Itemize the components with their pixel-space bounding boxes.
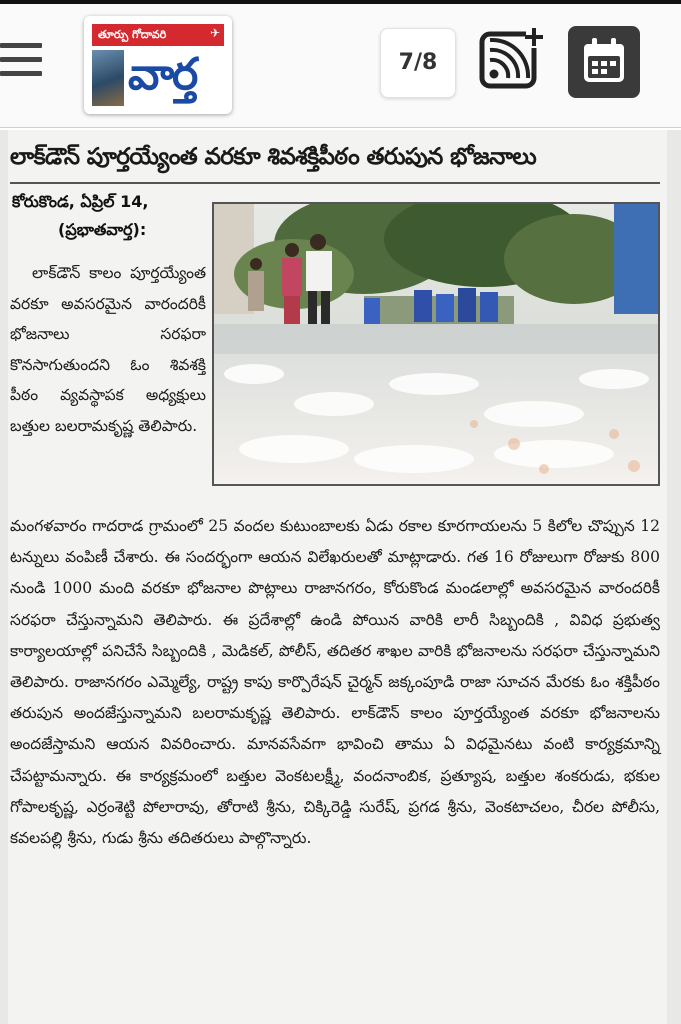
- status-strip: [0, 0, 681, 4]
- article-headline: లాక్‌డౌన్ పూర్తయ్యేంత వరకూ శివశక్తిపీఠం తరుపున భోజనాలు: [10, 144, 537, 170]
- logo-photo: [92, 50, 124, 106]
- article-clipping: [0, 130, 681, 1024]
- logo-name: వార్త: [128, 49, 197, 100]
- headline-rule: [10, 182, 660, 184]
- top-app-bar: [0, 0, 681, 128]
- article-lead: లాక్‌డౌన్ కాలం పూర్తయ్యేంత వరకూ అవసరమైన వారందరికీ భోజనాలు సరఫరా కొనసాగుతుందని ఓం శివశక్తి పీఠం వ్యవస్థాపక అధ్యక్షులు బత్తుల బలరామకృష్ణ తెలిపారు.: [10, 264, 206, 435]
- rss-feed-add-icon[interactable]: [478, 26, 546, 92]
- dateline-place: కోరుకొండ, ఏప్రిల్ 14,: [12, 192, 149, 211]
- article-photo: [212, 202, 660, 486]
- hamburger-menu-icon[interactable]: [0, 38, 46, 84]
- calendar-icon[interactable]: [568, 26, 640, 98]
- article-lead-column: [10, 258, 206, 441]
- page-counter-button[interactable]: 7/8: [380, 28, 456, 98]
- dateline-source: (ప్రభాతవార్త):: [58, 220, 147, 239]
- logo-tagline: తూర్పు గోదావరి: [92, 24, 224, 46]
- newspaper-logo[interactable]: [84, 16, 232, 114]
- logo-bird-icon: ✈: [209, 26, 220, 40]
- article-body: మంగళవారం గాదరాడ గ్రామంలో 25 వందల కుటుంబాలకు ఏడు రకాల కూరగాయలను 5 కిలోల చొప్పున 12 టన్నులు వంపిణీ చేశారు. ఈ సందర్భంగా ఆయన విలేఖరులతో మాట్లాడారు. గత 16 రోజులుగా రోజుకు 800 నుండి 1000 మంది వరకూ భోజనాల పొట్లాలు రాజానగరం, కోరుకొండ మండలాల్లో అవసరమైన వారందరికీ సరఫరా చేస్తున్నామని తెలిపారు. ఈ ప్రదేశాల్లో ఉండి పోయిన వారికి లారీ సిబ్బందికి , వివిధ ప్రభుత్వ కార్యాలయాల్లో పనిచేసే సిబ్బందికి , మెడికల్, పోలీస్, తదితర శాఖల వారికి భోజనాలను సరఫరా చేస్తున్నామని తెలిపారు. రాజానగరం ఎమ్మెల్యే, రాష్ట్ర కాపు కార్పొరేషన్ చైర్మన్ జక్కంపూడి రాజా సూచన మేరకు ఓం శక్తిపీఠం తరుపున అందజేస్తున్నామని బలరామకృష్ణ తెలిపారు. లాక్‌డౌన్ కాలం పూర్తయ్యేంత వరకూ భోజనాలను అందజేస్తామని ఆయన వివరించారు. మానవసేవగా భావించి తాము ఏ విధమైనటు వంటి కార్యక్రమాన్ని చేపట్టామన్నారు. ఈ కార్యక్రమంలో బత్తుల వెంకటలక్ష్మీ, వందనాంబిక, ప్రత్యూష, బత్తుల శంకరుడు, భకుల గోపాలకృష్ణ, ఎర్రంశెట్టి పోలారావు, తోరాటి శ్రీను, చిక్కిరెడ్డి సురేష్, ప్రగడ శ్రీను, వెంకటాచలం, చీరల పోలీసు, కవలపల్లి శ్రీను, గుడు శ్రీను తదితరులు పాల్గొన్నారు.: [10, 517, 660, 848]
- article-dateline: [12, 188, 148, 244]
